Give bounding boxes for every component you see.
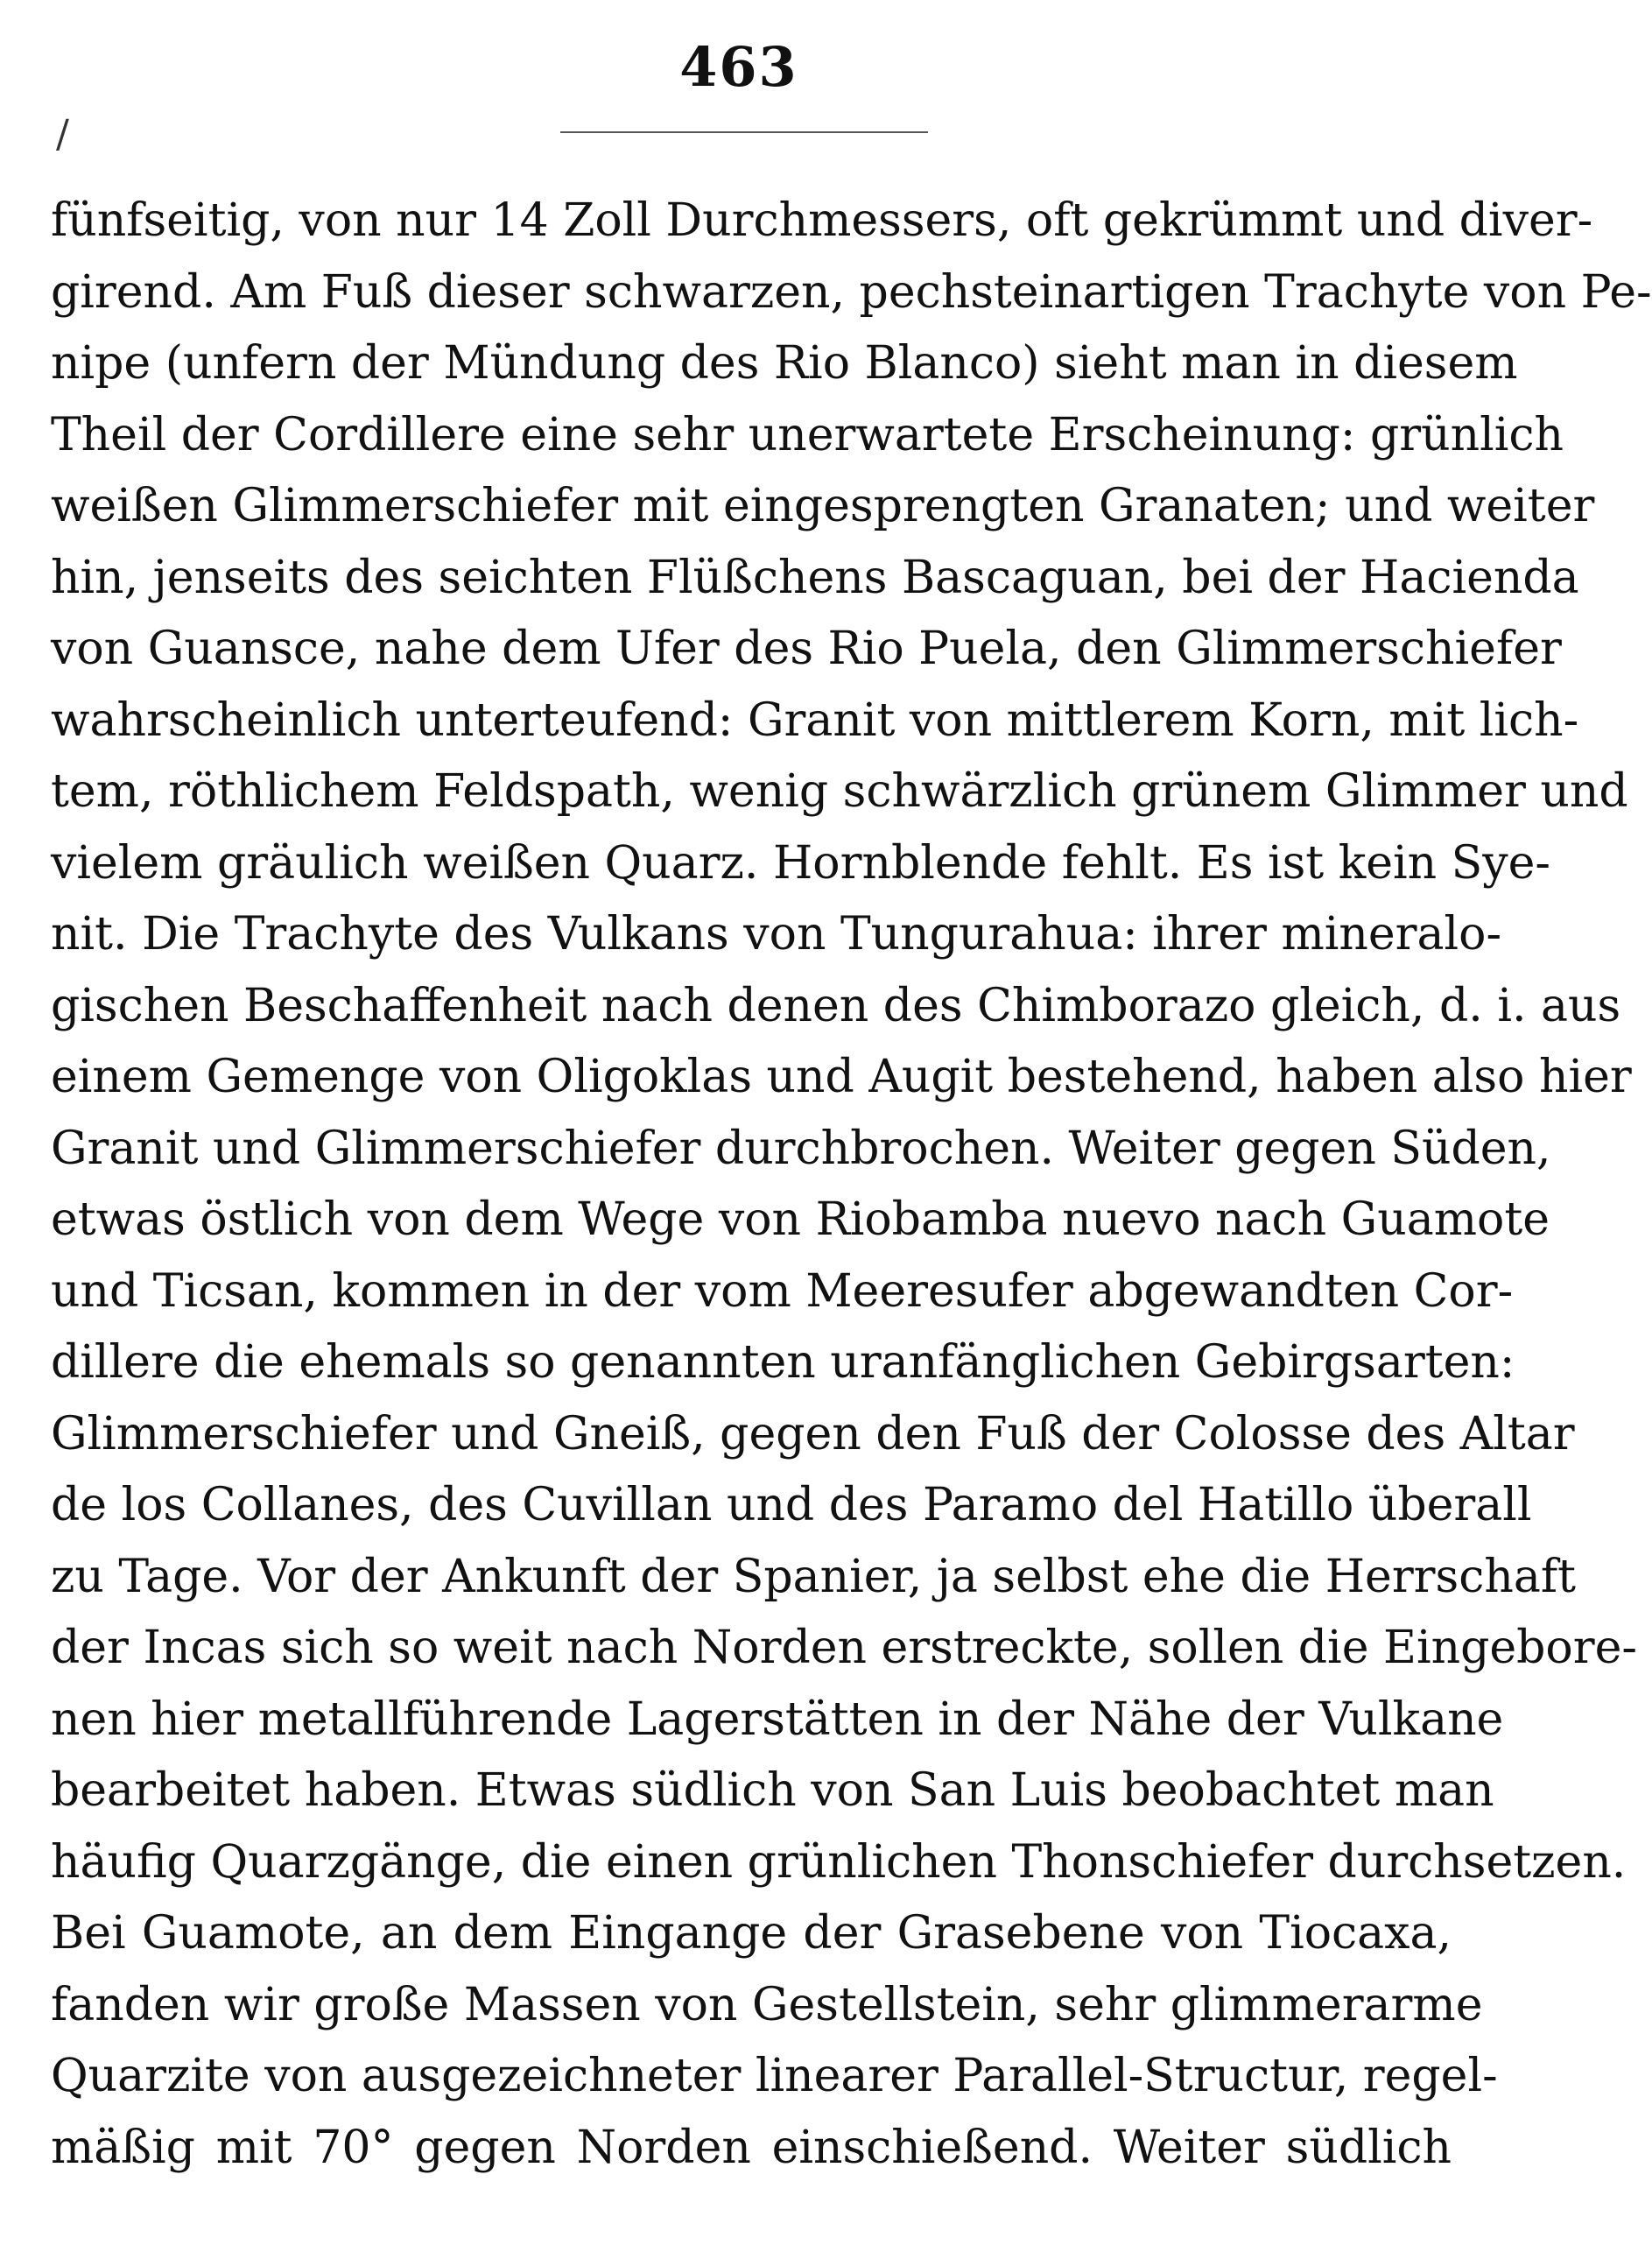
text-line: mäßig mit 70° gegen Norden einschießend. Weiter südlich [51, 2121, 1452, 2174]
text-line: dillere die ehemals so genannten uranfänglichen Gebirgsarten: [51, 1336, 1515, 1389]
text-line: und Ticsan, kommen in der vom Meeresufer abgewandten Cor- [51, 1264, 1514, 1318]
text-line: zu Tage. Vor der Ankunft der Spanier, ja selbst ehe die Herrschaft [51, 1550, 1576, 1603]
text-line: bearbeitet haben. Etwas südlich von San Luis beobachtet man [51, 1764, 1494, 1817]
text-line: Theil der Cordillere eine sehr unerwartete Erscheinung: grünlich [51, 408, 1564, 461]
text-line: girend. Am Fuß dieser schwarzen, pechsteinartigen Trachyte von Pe- [51, 265, 1652, 319]
text-line: hin, jenseits des seichten Flüßchens Bascaguan, bei der Hacienda [51, 551, 1579, 604]
page-number: 463 [679, 35, 798, 99]
text-line: tem, röthlichem Feldspath, wenig schwärzlich grünem Glimmer und [51, 765, 1628, 818]
text-line: Granit und Glimmerschiefer durchbrochen. Weiter gegen Süden, [51, 1122, 1551, 1175]
text-line: wahrscheinlich unterteufend: Granit von mittlerem Korn, mit lich- [51, 693, 1579, 747]
text-line: nipe (unfern der Mündung des Rio Blanco) sieht man in diesem [51, 337, 1518, 390]
text-line: Bei Guamote, an dem Eingange der Grasebene von Tiocaxa, [51, 1907, 1452, 1960]
body-text [51, 186, 1652, 2184]
text-line: nen hier metallführende Lagerstätten in der Nähe der Vulkane [51, 1693, 1504, 1746]
text-line: weißen Glimmerschiefer mit eingesprengten Granaten; und weiter [51, 480, 1595, 532]
text-line: de los Collanes, des Cuvillan und des Paramo del Hatillo überall [51, 1479, 1532, 1531]
text-line: Glimmerschiefer und Gneiß, gegen den Fuß der Colosse des Altar [51, 1407, 1575, 1460]
header-rule [560, 131, 928, 133]
stray-print-mark: / [56, 112, 69, 157]
text-line: etwas östlich von dem Wege von Riobamba nuevo nach Guamote [51, 1193, 1550, 1246]
text-line: der Incas sich so weit nach Norden erstreckte, sollen die Eingebore- [51, 1622, 1637, 1674]
text-line: fünfseitig, von nur 14 Zoll Durchmessers, oft gekrümmt und diver- [51, 194, 1593, 247]
text-line: vielem gräulich weißen Quarz. Hornblende fehlt. Es ist kein Sye- [51, 836, 1551, 890]
text-line: nit. Die Trachyte des Vulkans von Tungurahua: ihrer mineralo- [51, 908, 1502, 961]
text-line: Quarzite von ausgezeichneter linearer Parallel-Structur, regel- [51, 2050, 1498, 2102]
text-line: gischen Beschaffenheit nach denen des Chimborazo gleich, d. i. aus [51, 979, 1621, 1032]
text-line: fanden wir große Massen von Gestellstein, sehr glimmerarme [51, 1978, 1483, 2031]
text-line: von Guansce, nahe dem Ufer des Rio Puela, den Glimmerschiefer [51, 623, 1562, 675]
text-line: einem Gemenge von Oligoklas und Augit bestehend, haben also hier [51, 1051, 1632, 1103]
text-line: häufig Quarzgänge, die einen grünlichen Thonschiefer durchsetzen. [51, 1835, 1627, 1889]
